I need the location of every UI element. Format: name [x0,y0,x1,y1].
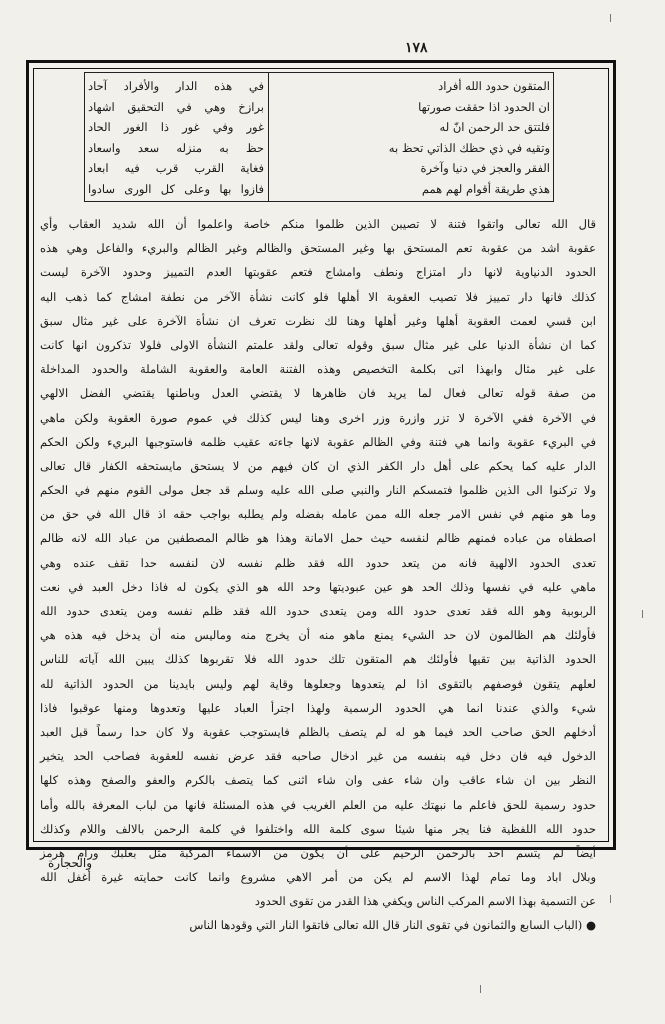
text-line: شيء والذي عندنا انما هي الحدود الرسمية ولهذا اجترأ العباد عليها وتعدوها ومنها عوقبوا فاذا [40,700,596,715]
text-line: اصطفاه من عباده فمنهم ظالم لنفسه حيث حمل الامانة وهذا هو ظالم المصطفين من عباد الله لانه ظالم [40,531,596,546]
text-line: حدود الله اللفظية فنا يجر منها شيئا سوى كلمة الله واختلفوا في كلمة الرحمن بالالف واللام وكذلك [40,821,596,836]
chapter-heading-line: ● (الباب السابع والثمانون في تقوى النار قال الله تعالى فاتقوا النار التي وقودها الناس [189,918,596,933]
text-line: أيضاً لم يتسم احد بالرحمن الرحيم على أن يكون من الاسماء المركبة مثل بعلبك ورام هرمز [40,845,596,860]
text-line: النظر بين ان شاء عاقب وان شاء عفى وان شاء اثنى كما يتصف بالكرم والعفو والصفح وهذه كلها [40,773,596,788]
text-line: الدخول فيه فان دخل فيه بنفسه من غير ادخال صاحبه فقد عرض نفسه للعقوبة فصاحب الحد يتخير [40,749,596,764]
text-line: تعدى الحدود الالهية فانه من يتعد حدود الله فقد ظلم نفسه لان لنفسه حدا تقف عنده وهي [40,555,596,570]
text-line: عقوبة اشد من عقوبة تعم المستحق بها وغير المستحق والظالم وغير الظالم والبريء والفاعل وهي هذه [40,241,596,256]
scan-mark [642,610,643,618]
poem-line: في هذه الدار والأفراد آحاد [88,79,264,93]
poem-line: حظ به منزله سعد واسعاد [88,140,264,155]
poem-right-column [272,76,550,200]
text-line: في البريء عقوبة وانما هي فتنة وفي الظالم عقوبة لانها جاءته عقيب ظلمه فاستوجبها البريء ولكن الحكم [40,434,596,449]
poem-line: الفقر والعجز في دنيا وآخرة [420,161,550,175]
text-line: أدخلهم الحق صاحب الحد فيما هو له لم يتصف بالظلم فايستوجب عقوبة ولا كان حدا رسماً قبل العبد [40,724,596,739]
page-number: ١٧٨ [405,40,428,56]
catchword: والحجارة [48,856,93,870]
text-line: في الآخرة ففي الآخرة لا تزر وازرة وزر اخرى وهنا ليس كذلك في عموم صورة العقوبة ولكن ماهي [40,410,596,425]
text-line: من صفة قوله تعالى فعال لما يريد فان ظاهرها لا يقتضي العدل وباطنها يقتضي الفضل الالهي [40,386,596,401]
poem-line: فازوا بها وعلى كل الورى سادوا [88,181,264,196]
text-line: كما ان نشأة الدنيا على غير مثال سبق وقوله تعالى ولقد علمتم النشأة الاولى فلولا تذكرون انها كانت [40,337,596,352]
text-line: ابن قسي لعمت العقوبة أهلها وغير أهلها وهنا لك نظرت تعرف ان نشأة الآخرة على غير مثال سبق [40,313,596,328]
text-line: كذلك فانها دار تمييز فلا تصيب العقوبة الا أهلها فلو كانت نشأة الآخر من نطفة امشاج كما ذهب اليه [40,289,596,304]
text-line: وما هو منهم في نفس الامر جعله الله ممن عامله بفضله ولم يطلبه بواجب حقه اذ قال الله في حق من [40,507,597,522]
text-line: ماهي عليه في نفسها وذلك الحد هو عين عبوديتها وحد الله هو الذي يكون له فاذا دخل العبد في نعت [40,579,596,594]
text-line: عن التسمية بهذا الاسم المركب الناس ويكفي هذا القدر من تقوى الحدود [254,894,596,909]
text-line: حدود رسمية للحق فاعلم ما نبهتك عليه من العلم الغريب في هذه المسئلة فانها من لباب المعرفة بالله وأما [40,797,596,812]
text-line: على غير مثال وابهذا اتى بكلمة التخصيص وهذه الفتنة العامة والعقوبة الشاملة والحدود المداخلة [40,362,596,377]
poem-line: فلتتق حد الرحمن انّ له [439,120,550,134]
scan-mark [610,14,611,22]
text-line: الدار عليه كما يحكم على أهل دار الكفر الذي ان كان فيهم من لا يستحق مايستحقه الكفار قال تعالى [40,458,596,473]
poem-left-column [88,76,264,200]
text-line: الربوبية وهو الله فقد تعدى حدود الله ومن يتعدى حدود الله فقد ظلم نفسه ومن يتعدى حدود الله [40,604,596,618]
text-line: قال الله تعالى واتقوا فتنة لا تصيبن الذين ظلموا منكم خاصة واعلموا أن الله شديد العقاب وأي [40,217,596,231]
poem-divider [268,72,269,202]
poem-line: ان الحدود اذا حققت صورتها [418,99,550,114]
poem-line: هذي طريقة أقوام لهم همم [421,181,550,196]
text-line: وبلال اباد وما تمام لهذا الاسم لم يكن من أمر الاهي مشروع وانما كانت حمايته غيرة أغفل الله [40,870,596,885]
poem-line: وتقيه في ذي حظك الذاتي تحظ به [388,140,550,155]
scan-mark [610,895,611,903]
poem-line: فغاية القرب قرب فيه ابعاد [88,161,264,175]
scan-mark [480,985,481,993]
text-line: ولا تركنوا الى الذين ظلموا فتمسكم النار والنبي صلى الله عليه وسلم قد جعل مولى القوم منهم في الحكم [40,483,596,498]
poem-line: غور وفي غور ذا الغور الحاد [88,120,264,134]
poem-line: برازخ وهي في التحقيق اشهاد [88,99,264,114]
text-line: الحدود الذاتية بين تقيها فأولئك هم المتقون تلك حدود الله فلا تقربوها كذلك يبين الله آياته للناس [40,652,596,667]
poem-line: المتقون حدود الله أفراد [438,79,550,93]
text-line: الحدود الدنياوية لانها دار امتزاج ونطف وامشاج فتعم عقوبتها العدم التمييز وحدود الآخرة ليست [40,265,596,280]
text-line: لعلهم يتقون فوصفهم بالتقوى اذا لم يتعدوها وجعلوها وقاية لهم وليس بايدينا من الحدود الذاتية لله [40,676,596,691]
text-line: فأولئك هم الظالمون لان حد الشيء يمنع ماهو منه أن يخرج منه وماليس منه أن يدخل فيه هذه هي [40,628,596,643]
